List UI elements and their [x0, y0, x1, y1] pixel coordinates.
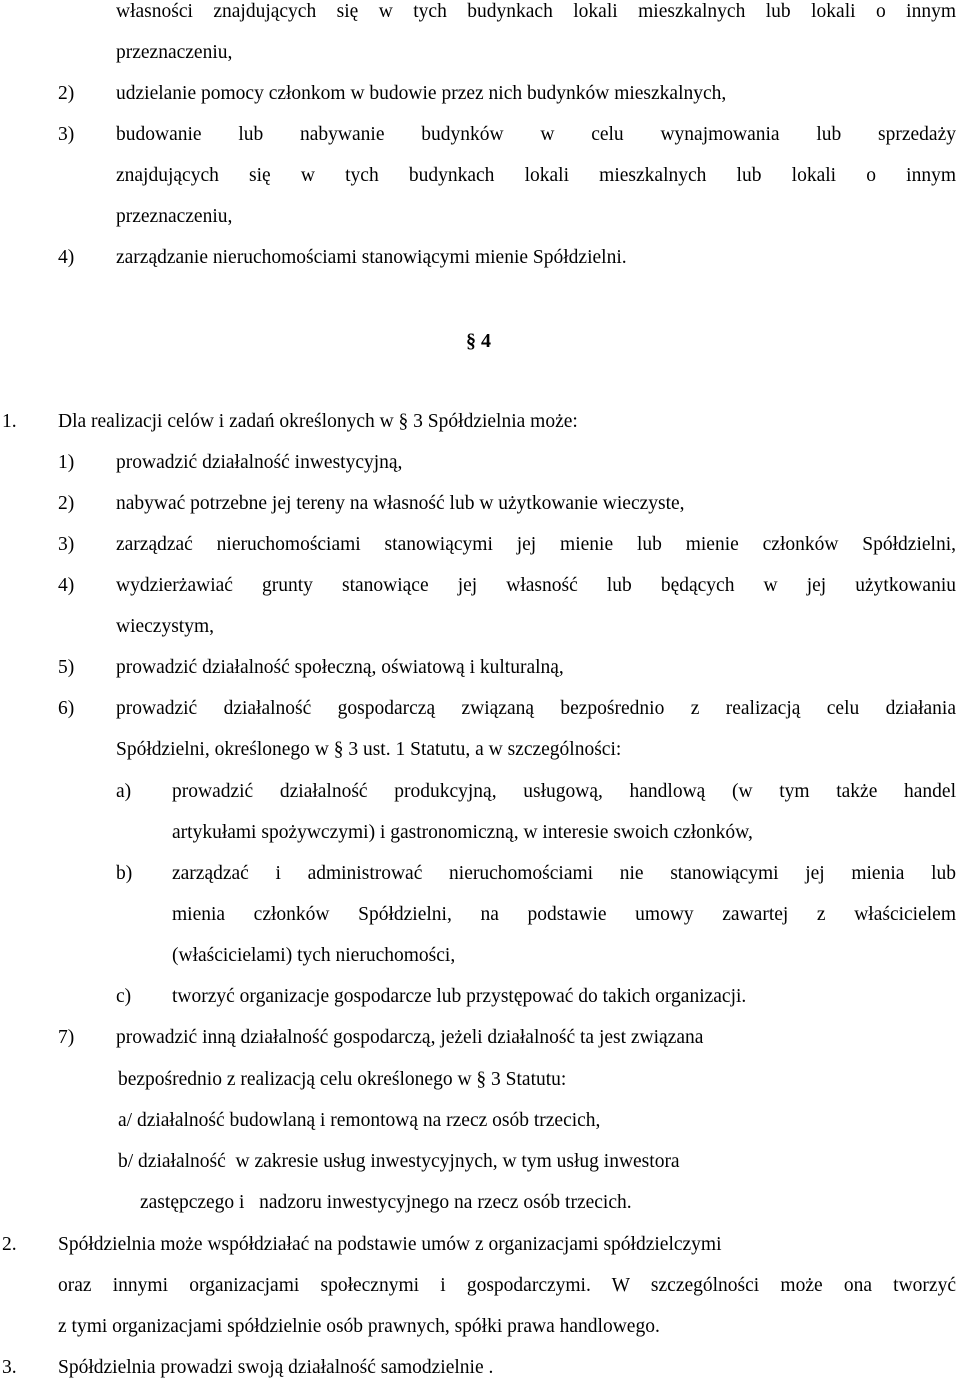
list-number: 4) — [58, 247, 75, 268]
list-item-text: zarządzać nieruchomościami stanowiącymi jej mienie lub mienie członków Spółdzielni, — [116, 534, 956, 555]
paragraph-number: 1. — [2, 411, 17, 432]
sublist-item-text: prowadzić działalność produkcyjną, usługową, handlową (w tym także handel — [172, 781, 956, 802]
list-number: 2) — [58, 83, 75, 104]
list-item-text: b/ działalność w zakresie usług inwestycyjnych, w tym usług inwestora — [118, 1151, 680, 1172]
list-item-text: prowadzić inną działalność gospodarczą, jeżeli działalność ta jest związana — [116, 1027, 704, 1048]
list-item-text: znajdujących się w tych budynkach lokali mieszkalnych lub lokali o innym — [116, 165, 956, 186]
sublist-item-text: tworzyć organizacje gospodarcze lub przystępować do takich organizacji. — [172, 986, 747, 1007]
list-number: 5) — [58, 657, 75, 678]
paragraph-text: Spółdzielnia prowadzi swoją działalność samodzielnie . — [58, 1357, 494, 1378]
list-item-text: udzielanie pomocy członkom w budowie przez nich budynków mieszkalnych, — [116, 83, 727, 104]
sublist-letter: a) — [116, 781, 132, 802]
list-item-text: wydzierżawiać grunty stanowiące jej własność lub będących w jej użytkowaniu — [116, 575, 956, 596]
list-item-text: bezpośrednio z realizacją celu określonego w § 3 Statutu: — [118, 1069, 567, 1090]
list-number: 6) — [58, 698, 75, 719]
list-item-text: Spółdzielni, określonego w § 3 ust. 1 Statutu, a w szczególności: — [116, 739, 622, 760]
paragraph-text: oraz innymi organizacjami społecznymi i gospodarczymi. W szczególności może ona tworzyć — [58, 1275, 956, 1296]
body-text-line: przeznaczeniu, — [116, 42, 233, 63]
sublist-letter: c) — [116, 986, 132, 1007]
list-item-text: nabywać potrzebne jej tereny na własność lub w użytkowanie wieczyste, — [116, 493, 685, 514]
sublist-item-text: (właścicielami) tych nieruchomości, — [172, 945, 456, 966]
list-number: 4) — [58, 575, 75, 596]
list-number: 7) — [58, 1027, 75, 1048]
paragraph-number: 3. — [2, 1357, 17, 1378]
list-item-text: prowadzić działalność inwestycyjną, — [116, 452, 403, 473]
list-item-text: zastępczego i nadzoru inwestycyjnego na rzecz osób trzecich. — [140, 1192, 632, 1213]
list-item-text: prowadzić działalność społeczną, oświatową i kulturalną, — [116, 657, 564, 678]
list-item-text: wieczystym, — [116, 616, 215, 637]
paragraph-intro: Dla realizacji celów i zadań określonych w § 3 Spółdzielnia może: — [58, 411, 578, 432]
list-number: 3) — [58, 124, 75, 145]
list-number: 3) — [58, 534, 75, 555]
sublist-item-text: artykułami spożywczymi) i gastronomiczną, w interesie swoich członków, — [172, 822, 753, 843]
list-item-text: budowanie lub nabywanie budynków w celu wynajmowania lub sprzedaży — [116, 124, 956, 145]
sublist-item-text: zarządzać i administrować nieruchomościami nie stanowiącymi jej mienia lub — [172, 863, 956, 884]
paragraph-text: Spółdzielnia może współdziałać na podstawie umów z organizacjami spółdzielczymi — [58, 1234, 722, 1255]
section-heading: § 4 — [466, 330, 491, 352]
body-text-line: własności znajdujących się w tych budynkach lokali mieszkalnych lub lokali o innym — [116, 1, 956, 22]
list-item-text: a/ działalność budowlaną i remontową na rzecz osób trzecich, — [118, 1110, 601, 1131]
list-item-text: prowadzić działalność gospodarczą związaną bezpośrednio z realizacją celu działania — [116, 698, 956, 719]
list-item-text: przeznaczeniu, — [116, 206, 233, 227]
list-number: 2) — [58, 493, 75, 514]
list-item-text: zarządzanie nieruchomościami stanowiącymi mienie Spółdzielni. — [116, 247, 627, 268]
paragraph-text: z tymi organizacjami spółdzielnie osób prawnych, spółki prawa handlowego. — [58, 1316, 660, 1337]
sublist-letter: b) — [116, 863, 133, 884]
sublist-item-text: mienia członków Spółdzielni, na podstawie umowy zawartej z właścicielem — [172, 904, 956, 925]
paragraph-number: 2. — [2, 1234, 17, 1255]
list-number: 1) — [58, 452, 75, 473]
